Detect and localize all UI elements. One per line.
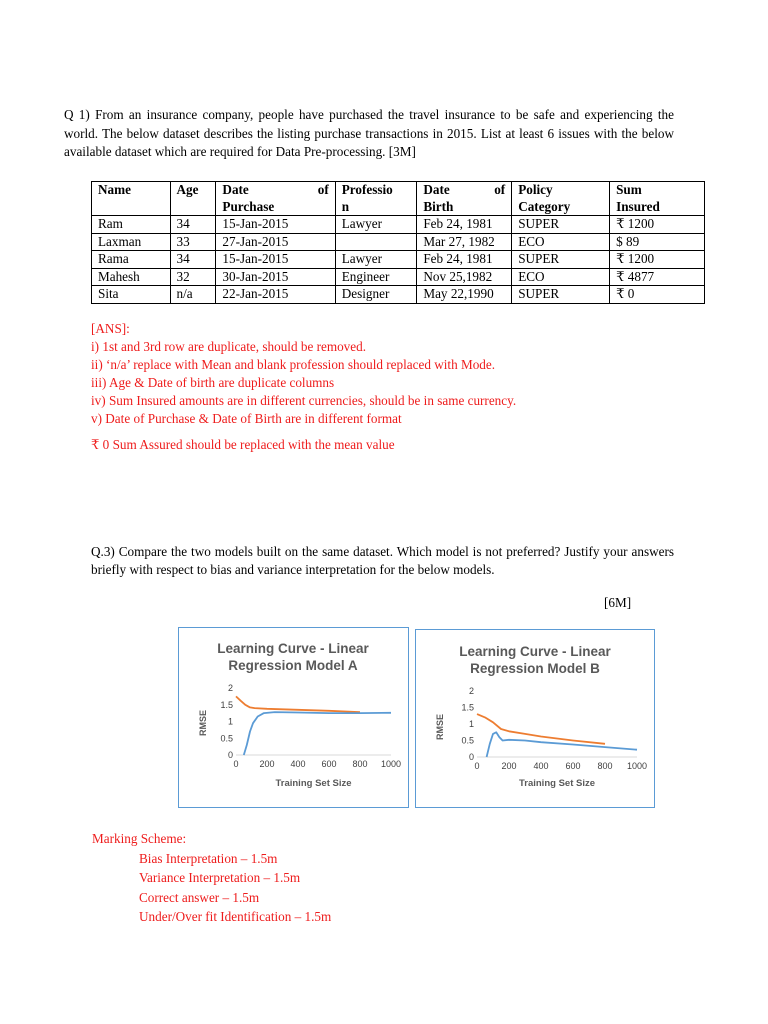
table-cell: SUPER bbox=[512, 286, 610, 304]
question-1-text: Q 1) From an insurance company, people have purchased the travel insurance to be safe and experiencing the world. The below dataset describes the listing purchase transactions in 2015. List at least 6 issues with the below available dataset which are required for Data Pre-processing. [3M] bbox=[64, 107, 674, 159]
table-row bbox=[92, 216, 705, 234]
table-cell: 27-Jan-2015 bbox=[216, 233, 335, 251]
table-cell: Engineer bbox=[335, 268, 417, 286]
header-text: n bbox=[341, 198, 350, 214]
chart-model-a-svg bbox=[179, 628, 408, 807]
y-tick-label: 0 bbox=[227, 750, 233, 760]
y-tick-label: 1 bbox=[227, 716, 233, 727]
marking-item: Variance Interpretation – 1.5m bbox=[139, 870, 301, 885]
table-cell: ECO bbox=[512, 233, 610, 251]
y-tick-label: 1 bbox=[468, 719, 474, 729]
table-cell: Designer bbox=[335, 286, 417, 304]
answer-item: iv) Sum Insured amounts are in different currencies, should be in same currency. bbox=[91, 393, 517, 408]
series-line-0 bbox=[477, 714, 605, 744]
table-cell: ECO bbox=[512, 268, 610, 286]
header-text: Insured bbox=[616, 198, 660, 214]
answer-block bbox=[91, 320, 516, 454]
marking-scheme-heading: Marking Scheme: bbox=[92, 831, 187, 846]
table-cell: n/a bbox=[170, 286, 216, 304]
chart-title-line: Learning Curve - Linear bbox=[217, 641, 369, 656]
answer-item: iii) Age & Date of birth are duplicate columns bbox=[91, 375, 335, 390]
y-tick-label: 0 bbox=[468, 752, 474, 762]
marking-item: Correct answer – 1.5m bbox=[139, 889, 260, 905]
header-text: Age bbox=[176, 182, 199, 197]
header-age bbox=[170, 182, 216, 216]
table-cell: Sita bbox=[92, 286, 171, 304]
x-tick-label: 1000 bbox=[380, 759, 402, 769]
chart-title-line: Learning Curve - Linear bbox=[459, 644, 611, 659]
x-tick-label: 0 bbox=[233, 759, 239, 769]
y-axis-label: RMSE bbox=[198, 709, 208, 737]
header-text: Category bbox=[518, 198, 571, 214]
y-tick-label: 1.5 bbox=[220, 699, 233, 710]
header-date-of-birth bbox=[417, 182, 512, 216]
table-cell: Mar 27, 1982 bbox=[417, 233, 512, 251]
y-axis-label: RMSE bbox=[435, 713, 445, 741]
header-text: Birth bbox=[423, 198, 454, 214]
header-text: of bbox=[494, 182, 506, 197]
table-row bbox=[92, 233, 705, 251]
x-tick-label: 0 bbox=[474, 761, 480, 771]
table-cell: Laxman bbox=[92, 233, 171, 251]
answer-item: i) 1st and 3rd row are duplicate, should be removed. bbox=[91, 339, 367, 354]
series-line-0 bbox=[236, 696, 360, 712]
answer-heading: [ANS]: bbox=[91, 321, 130, 336]
table-cell: 32 bbox=[170, 268, 216, 286]
x-axis-label: Training Set Size bbox=[275, 778, 352, 789]
table-cell: 15-Jan-2015 bbox=[216, 251, 335, 269]
header-sum-insured bbox=[610, 182, 705, 216]
x-tick-label: 600 bbox=[321, 759, 337, 769]
chart-model-b-svg bbox=[416, 630, 654, 807]
x-tick-label: 400 bbox=[290, 759, 306, 769]
table-cell: Feb 24, 1981 bbox=[417, 251, 512, 269]
table-cell: 15-Jan-2015 bbox=[216, 216, 335, 234]
marking-scheme bbox=[92, 829, 331, 927]
answer-extra-note: ₹ 0 Sum Assured should be replaced with the mean value bbox=[91, 437, 395, 452]
table-row bbox=[92, 251, 705, 269]
table-cell: Mahesh bbox=[92, 268, 171, 286]
table-cell: 33 bbox=[170, 233, 216, 251]
table-cell: Lawyer bbox=[335, 216, 417, 234]
table-cell bbox=[335, 233, 417, 251]
table-row bbox=[92, 268, 705, 286]
x-tick-label: 600 bbox=[565, 761, 581, 771]
table-cell: 34 bbox=[170, 251, 216, 269]
y-tick-label: 1.5 bbox=[461, 702, 474, 713]
y-tick-label: 2 bbox=[227, 683, 233, 693]
x-axis-label: Training Set Size bbox=[518, 778, 596, 789]
table-cell: ₹ 0 bbox=[610, 286, 705, 304]
chart-title bbox=[217, 641, 369, 673]
x-tick-label: 200 bbox=[259, 759, 275, 769]
chart-title bbox=[459, 644, 611, 676]
header-text: Policy bbox=[518, 182, 553, 197]
answer-item: ii) ‘n/a’ replace with Mean and blank profession should replaced with Mode. bbox=[91, 357, 496, 372]
chart-title-line: Regression Model B bbox=[470, 661, 600, 676]
header-text: Date bbox=[423, 182, 450, 197]
series-line-1 bbox=[487, 732, 637, 757]
header-text: Date bbox=[222, 182, 249, 197]
table-cell: SUPER bbox=[512, 216, 610, 234]
table-cell: ₹ 1200 bbox=[610, 251, 705, 269]
y-tick-label: 0.5 bbox=[461, 735, 474, 746]
marking-item: Under/Over fit Identification – 1.5m bbox=[139, 909, 332, 924]
table-cell: $ 89 bbox=[610, 233, 705, 251]
x-tick-label: 800 bbox=[597, 761, 613, 771]
table-cell: Nov 25,1982 bbox=[417, 268, 512, 286]
header-text: Name bbox=[98, 182, 131, 197]
chart-title-line: Regression Model A bbox=[228, 658, 358, 673]
header-text: Purchase bbox=[222, 198, 275, 214]
header-profession bbox=[335, 182, 417, 216]
table-cell: Rama bbox=[92, 251, 171, 269]
table-cell: ₹ 4877 bbox=[610, 268, 705, 286]
question-3-marks: [6M] bbox=[604, 595, 632, 610]
header-text: Sum bbox=[616, 182, 642, 197]
header-date-of-purchase bbox=[216, 182, 335, 216]
chart-model-a bbox=[178, 627, 409, 808]
question-3-text: Q.3) Compare the two models built on the same dataset. Which model is not preferred? Justify your answers briefly with respect to bias and variance interpretation for the below models. bbox=[91, 544, 674, 577]
table-header-row bbox=[92, 182, 705, 216]
insurance-data-table bbox=[91, 181, 705, 304]
table-cell: 30-Jan-2015 bbox=[216, 268, 335, 286]
header-policy-category bbox=[512, 182, 610, 216]
header-text: of bbox=[317, 182, 329, 197]
x-tick-label: 400 bbox=[533, 761, 549, 771]
chart-model-b bbox=[415, 629, 655, 808]
x-tick-label: 800 bbox=[352, 759, 368, 769]
series-line-1 bbox=[244, 712, 391, 755]
y-tick-label: 2 bbox=[468, 686, 474, 696]
x-tick-label: 1000 bbox=[626, 761, 648, 771]
x-tick-label: 200 bbox=[501, 761, 517, 771]
header-text: Professio bbox=[341, 182, 393, 197]
header-name bbox=[92, 182, 171, 216]
y-tick-label: 0.5 bbox=[220, 733, 233, 744]
marking-item: Bias Interpretation – 1.5m bbox=[139, 850, 278, 866]
table-cell: 34 bbox=[170, 216, 216, 234]
table-cell: May 22,1990 bbox=[417, 286, 512, 304]
answer-item: v) Date of Purchase & Date of Birth are in different format bbox=[91, 411, 402, 426]
table-row bbox=[92, 286, 705, 304]
table-cell: 22-Jan-2015 bbox=[216, 286, 335, 304]
table-cell: ₹ 1200 bbox=[610, 216, 705, 234]
table-cell: SUPER bbox=[512, 251, 610, 269]
table-cell: Ram bbox=[92, 216, 171, 234]
table-cell: Feb 24, 1981 bbox=[417, 216, 512, 234]
table-cell: Lawyer bbox=[335, 251, 417, 269]
